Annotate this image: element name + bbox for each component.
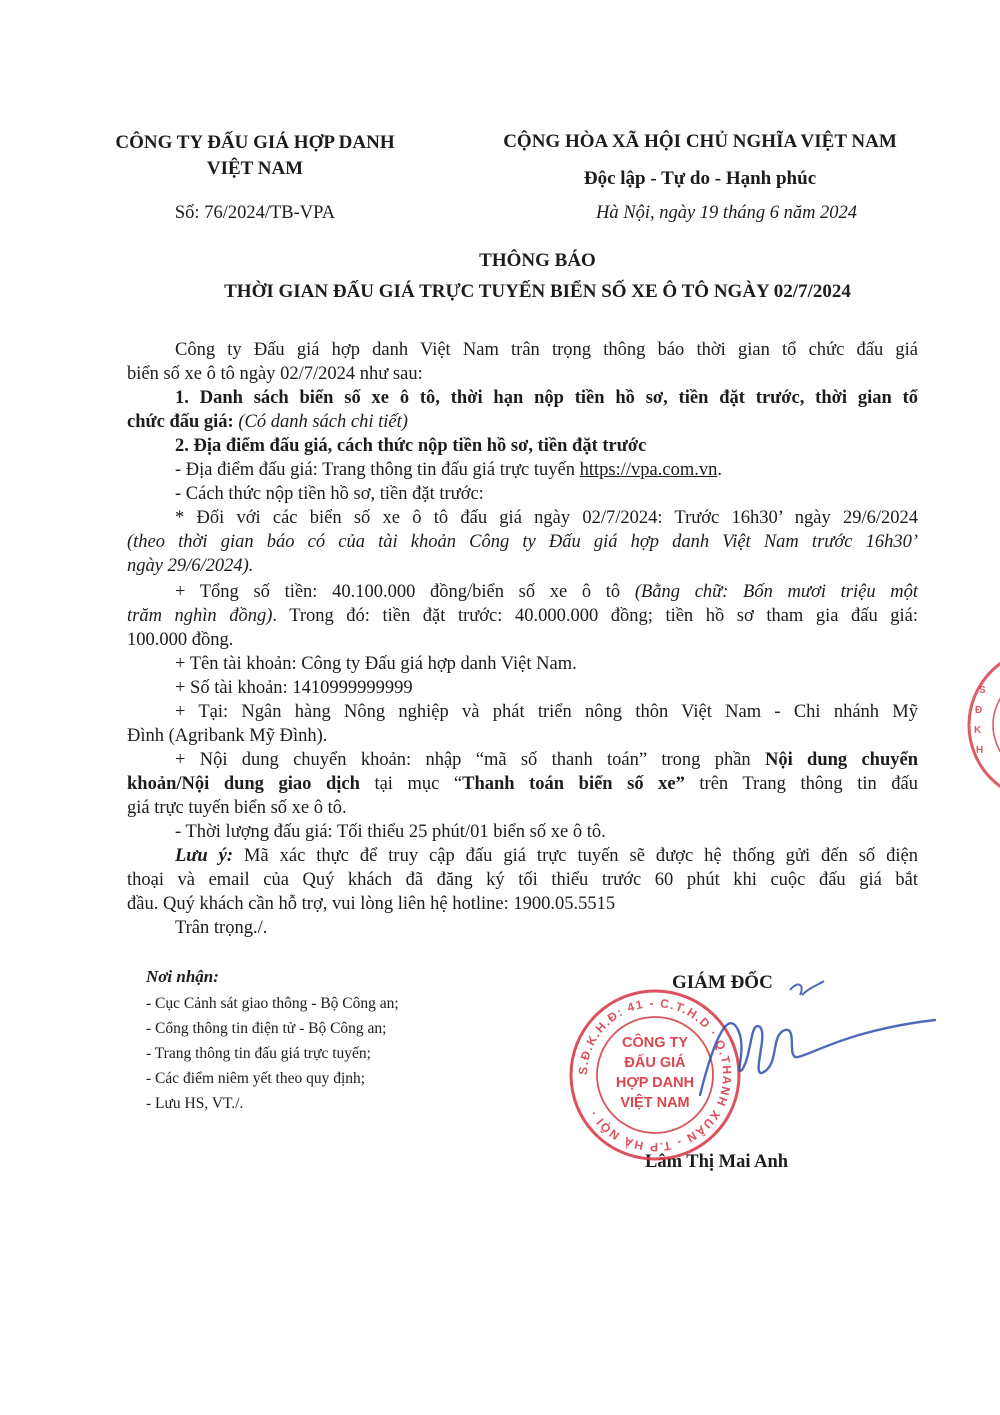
recipient-item: - Lưu HS, VT./.: [146, 1095, 244, 1112]
svg-text:H: H: [976, 745, 984, 756]
svg-text:CÔNG TY: CÔNG TY: [621, 1035, 689, 1051]
section-1-heading: 1. Danh sách biển số xe ô tô, thời hạn nộp tiền hồ sơ, tiền đặt trước, thời gian tổ: [175, 388, 918, 408]
recipient-item: - Trang thông tin đấu giá trực tuyến;: [146, 1045, 371, 1062]
organization-line-2: VIỆT NAM: [206, 158, 304, 179]
recipient-item: - Các điểm niêm yết theo quy định;: [146, 1070, 366, 1087]
transfer-content-section: Thanh toán biển số xe”: [462, 774, 685, 794]
intro-line-1: Công ty Đấu giá hợp danh Việt Nam trân trọng thông báo thời gian tổ chức đấu giá: [175, 340, 918, 360]
auction-location-label: - Địa điểm đấu giá: Trang thông tin đấu giá trực tuyến: [175, 460, 575, 480]
svg-text:HỢP DANH: HỢP DANH: [615, 1075, 695, 1091]
place-and-date: Hà Nội, ngày 19 tháng 6 năm 2024: [596, 203, 858, 223]
organization-name: [80, 130, 430, 182]
note-text: Mã xác thực để truy cập đấu giá trực tuyến sẽ được hệ thống gửi đến số điện: [243, 846, 918, 866]
section-1-heading-cont: [127, 410, 408, 434]
recipient-item: - Cục Cảnh sát giao thông - Bộ Công an;: [146, 995, 399, 1012]
svg-text:S.Đ.K.H.Đ: 41 - C.T.H.D · Q.TH: S.Đ.K.H.Đ: 41 - C.T.H.D · Q.THANH XUÂN - T.P HÀ NỘI ·: [575, 995, 735, 1155]
transfer-content-line-1: [175, 748, 918, 772]
transfer-content-text: + Nội dung chuyển khoản: nhập “mã số thanh toán” trong phần: [175, 750, 751, 770]
transfer-content-field-cont: khoản/Nội dung giao dịch: [127, 774, 360, 794]
note-line-2: thoại và email của Quý khách đã đăng ký tối thiểu trước 60 phút khi cuộc đấu giá bắt: [127, 870, 918, 890]
organization-line-1: CÔNG TY ĐẤU GIÁ HỢP DANH: [115, 132, 395, 153]
section-1-note: (Có danh sách chi tiết): [238, 412, 408, 432]
note-line-3: đầu. Quý khách cần hỗ trợ, vui lòng liên hệ hotline: 1900.05.5515: [127, 894, 616, 914]
notice-subtitle: THỜI GIAN ĐẤU GIÁ TRỰC TUYẾN BIỂN SỐ XE Ô TÔ NGÀY 02/7/2024: [224, 281, 851, 302]
auction-website-link[interactable]: https://vpa.com.vn: [579, 460, 718, 480]
svg-text:ĐẤU GIÁ: ĐẤU GIÁ: [624, 1055, 686, 1071]
bank-line-1: + Tại: Ngân hàng Nông nghiệp và phát triển nông thôn Việt Nam - Chi nhánh Mỹ: [175, 702, 918, 722]
note-label: Lưu ý:: [175, 846, 234, 866]
recipients-title: Nơi nhận:: [146, 967, 219, 986]
auction-location-period: .: [717, 460, 722, 480]
auction-duration: - Thời lượng đấu giá: Tối thiểu 25 phút/01 biển số xe ô tô.: [175, 822, 606, 842]
total-amount-line-3: 100.000 đồng.: [127, 630, 234, 650]
svg-text:S: S: [979, 685, 986, 696]
auction-location: [175, 458, 722, 482]
transfer-content-section-label: tại mục “: [374, 774, 463, 794]
transfer-content-field: Nội dung chuyển: [765, 750, 919, 770]
recipient-item: - Cổng thông tin điện tử - Bộ Công an;: [146, 1020, 387, 1037]
svg-text:VIỆT NAM: VIỆT NAM: [620, 1095, 690, 1111]
total-amount-line-1: [175, 580, 918, 604]
account-name: + Tên tài khoản: Công ty Đấu giá hợp danh Việt Nam.: [175, 654, 577, 674]
bank-line-2: Đình (Agribank Mỹ Đình).: [127, 726, 328, 746]
notice-title: THÔNG BÁO: [479, 250, 596, 271]
director-title: GIÁM ĐỐC: [672, 972, 773, 993]
deadline-line-1: * Đối với các biển số xe ô tô đấu giá ngày 02/7/2024: Trước 16h30’ ngày 29/6/2024: [175, 508, 918, 528]
recipients-list: [146, 994, 399, 1119]
total-amount-in-words-cont: trăm nghìn đồng): [127, 606, 273, 626]
page-edge-seal: [965, 645, 1000, 805]
total-amount-in-words: (Bằng chữ: Bốn mươi triệu một: [634, 582, 918, 602]
transfer-content-line-3: giá trực tuyến biển số xe ô tô.: [127, 798, 347, 818]
svg-text:Đ: Đ: [975, 705, 983, 716]
closing-phrase: Trân trọng./.: [175, 918, 268, 938]
note-line-1: [175, 844, 918, 868]
transfer-content-location: trên Trang thông tin đấu: [699, 774, 918, 794]
transfer-content-line-2: [127, 772, 918, 796]
total-amount-text: + Tổng số tiền: 40.100.000 đồng/biển số xe ô tô: [175, 582, 621, 602]
total-amount-breakdown: . Trong đó: tiền đặt trước: 40.000.000 đồng; tiền hồ sơ tham gia đấu giá:: [272, 606, 919, 626]
national-motto: Độc lập - Tự do - Hạnh phúc: [583, 168, 817, 189]
account-number: + Số tài khoản: 1410999999999: [175, 678, 413, 698]
payment-method-heading: - Cách thức nộp tiền hồ sơ, tiền đặt trước:: [175, 484, 484, 504]
deadline-line-2: (theo thời gian báo có của tài khoản Công ty Đấu giá hợp danh Việt Nam trước 16h30’: [127, 532, 918, 552]
republic-heading: CỘNG HÒA XÃ HỘI CHỦ NGHĨA VIỆT NAM: [503, 131, 897, 152]
section-2-heading: 2. Địa điểm đấu giá, cách thức nộp tiền hồ sơ, tiền đặt trước: [175, 436, 647, 456]
section-1-bold-text: chức đấu giá:: [127, 412, 234, 432]
svg-text:K: K: [974, 725, 982, 736]
director-name: Lâm Thị Mai Anh: [645, 1152, 789, 1172]
total-amount-line-2: [127, 604, 918, 628]
deadline-line-3: ngày 29/6/2024).: [127, 556, 254, 576]
document-number: Số: 76/2024/TB-VPA: [174, 203, 336, 223]
director-signature: [690, 975, 950, 1105]
intro-line-2: biển số xe ô tô ngày 02/7/2024 như sau:: [127, 364, 423, 384]
